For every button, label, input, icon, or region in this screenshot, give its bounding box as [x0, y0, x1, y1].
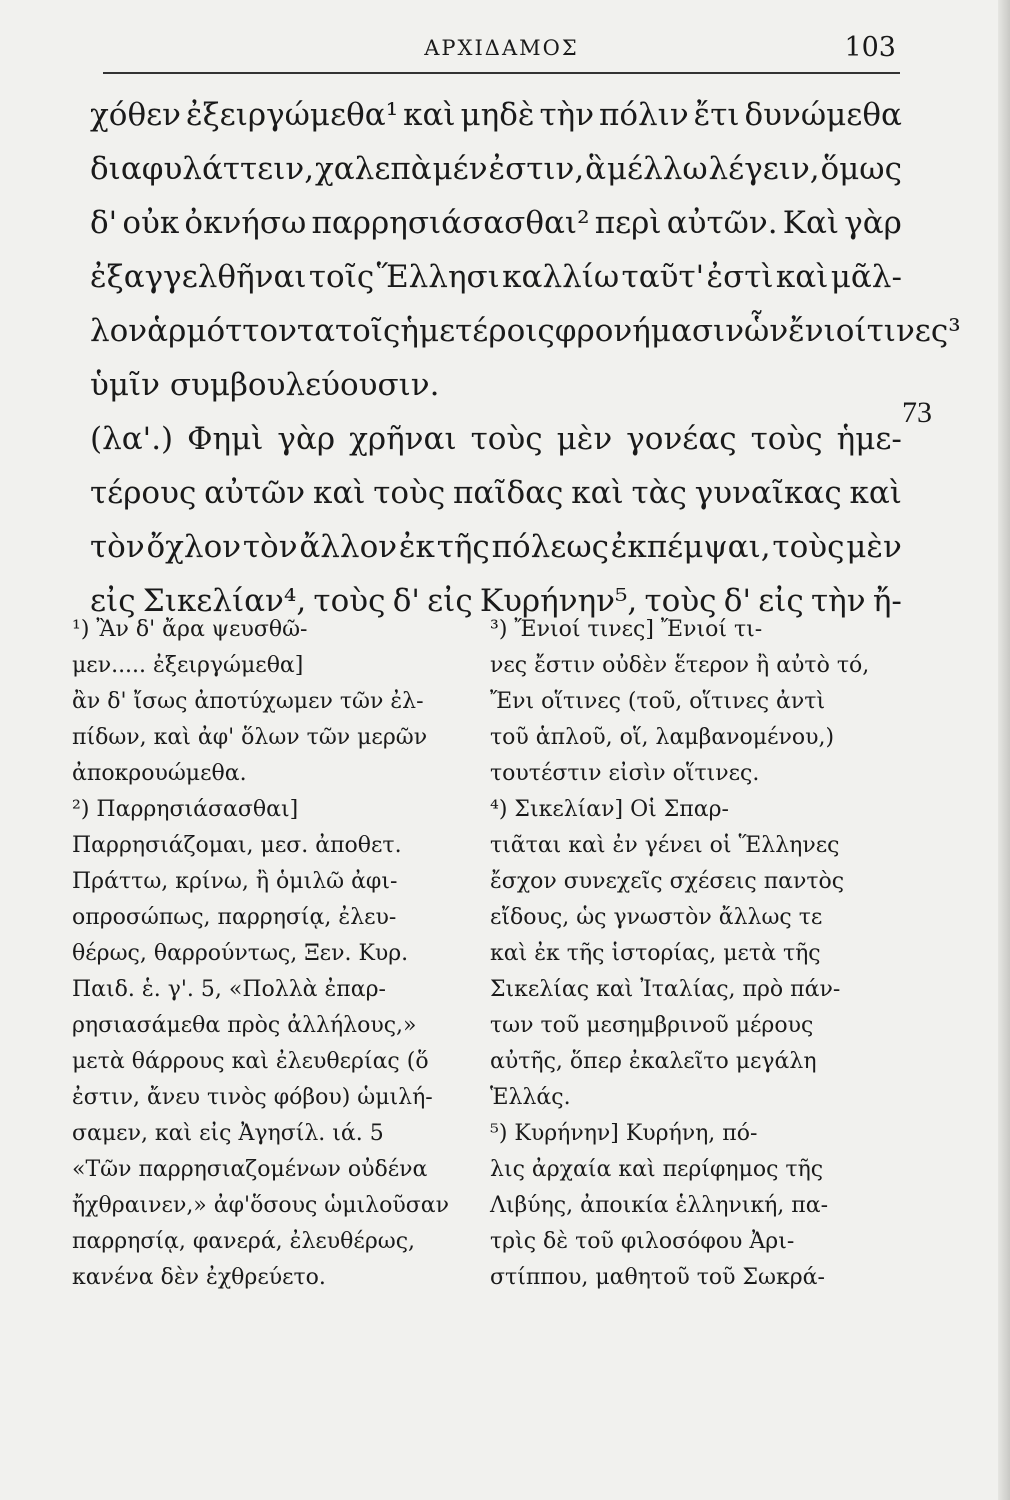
footnote-line: αὐτῆς, ὅπερ ἐκαλεῖτο μεγάλη: [490, 1049, 817, 1074]
text-line: τὸν ὄχλον τὸν ἄλλον ἐκ τῆς πόλεως ἐκπέμψαι, τοὺς μὲν: [90, 529, 902, 565]
footnote-line: Σικελίας καὶ Ἰταλίας, πρὸ πάν-: [490, 977, 841, 1002]
text-line: ὑμῖν συμβουλεύουσιν.: [90, 367, 440, 403]
footnote-line: Ἑλλάς.: [490, 1085, 571, 1110]
footnotes-right-column: [490, 612, 902, 1296]
footnote-line: ρησιασάμεθα πρὸς ἀλλήλους,»: [72, 1013, 417, 1038]
text-line: ἐξαγγελθῆναι τοῖς Ἕλλησι καλλίω ταῦτ' ἐστὶ καὶ μᾶλ-: [90, 259, 902, 295]
footnote-line: ἔσχον συνεχεῖς σχέσεις παντὸς: [490, 869, 845, 894]
footnote-line: οπροσώπως, παρρησίᾳ, ἐλευ-: [72, 905, 397, 930]
footnote-line: κανένα δὲν ἐχθρεύετο.: [72, 1265, 326, 1290]
footnote-line: τουτέστιν εἰσὶν οἵτινες.: [490, 761, 760, 786]
footnote-line: θέρως, θαρρούντως, Ξεν. Κυρ.: [72, 941, 409, 966]
footnote-line: στίππου, μαθητοῦ τοῦ Σωκρά-: [490, 1265, 825, 1290]
footnote-line: λις ἀρχαία καὶ περίφημος τῆς: [490, 1157, 824, 1182]
footnote-line: Ἔνι οἵτινες (τοῦ, οἵτινες ἀντὶ: [490, 689, 826, 714]
page-header: [103, 28, 900, 72]
text-line: λον ἁρμόττοντα τοῖς ἡμετέροις φρονήμασιν ὧν ἔνιοί τινες³: [90, 313, 961, 349]
footnote-line: ἀποκρουώμεθα.: [72, 761, 247, 786]
footnote-line: των τοῦ μεσημβρινοῦ μέρους: [490, 1013, 814, 1038]
header-rule: [103, 72, 900, 74]
footnote-line: «Τῶν παρρησιαζομένων οὐδένα: [72, 1157, 428, 1182]
text-line: εἰς Σικελίαν⁴, τοὺς δ' εἰς Κυρήνην⁵, τοὺς δ' εἰς τὴν ἤ-: [90, 583, 902, 619]
text-line: χόθεν ἐξειργώμεθα¹ καὶ μηδὲ τὴν πόλιν ἔτι δυνώμεθα: [90, 97, 902, 133]
footnote-line: καὶ ἐκ τῆς ἱστορίας, μετὰ τῆς: [490, 941, 821, 966]
footnote-line: ἤχθραινεν,» ἀφ'ὅσους ὡμιλοῦσαν: [72, 1193, 449, 1218]
footnote-line: μεν..... ἐξειργώμεθα]: [72, 653, 304, 678]
footnote-line: ¹) Ἂν δ' ἄρα ψευσθῶ-: [72, 617, 308, 642]
margin-section-number: 73: [902, 396, 932, 429]
footnote-line: Παρρησιάζομαι, μεσ. ἀποθετ.: [72, 833, 402, 858]
footnote-line: πίδων, καὶ ἀφ' ὅλων τῶν μερῶν: [72, 725, 428, 750]
footnote-line: τρὶς δὲ τοῦ φιλοσόφου Ἀρι-: [490, 1229, 795, 1254]
page-number: 103: [844, 32, 896, 63]
footnote-line: παρρησίᾳ, φανερά, ἐλευθέρως,: [72, 1229, 416, 1254]
footnote-line: σαμεν, καὶ εἰς Ἀγησίλ. ιά. 5: [72, 1121, 384, 1146]
footnote-line: ⁴) Σικελίαν] Οἱ Σπαρ-: [490, 797, 729, 822]
footnote-line: νες ἔστιν οὐδὲν ἕτερον ἢ αὐτὸ τό,: [490, 653, 870, 678]
text-line: τέρους αὐτῶν καὶ τοὺς παῖδας καὶ τὰς γυναῖκας καὶ: [90, 475, 902, 511]
text-line: δ' οὐκ ὀκνήσω παρρησιάσασθαι² περὶ αὐτῶν. Καὶ γὰρ: [90, 205, 902, 241]
running-title: ΑΡΧΙΔΑΜΟΣ: [424, 36, 579, 60]
footnote-line: Παιδ. ἑ. γ'. 5, «Πολλὰ ἐπαρ-: [72, 977, 386, 1002]
footnote-line: ²) Παρρησιάσασθαι]: [72, 797, 299, 822]
footnote-line: τοῦ ἁπλοῦ, οἵ, λαμβανομένου,): [490, 725, 835, 750]
footnote-line: ⁵) Κυρήνην] Κυρήνη, πό-: [490, 1121, 758, 1146]
footnote-line: μετὰ θάρρους καὶ ἐλευθερίας (ὅ: [72, 1049, 429, 1074]
footnote-line: ἐστιν, ἄνευ τινὸς φόβου) ὡμιλή-: [72, 1085, 433, 1110]
footnote-line: Λιβύης, ἀποικία ἑλληνική, πα-: [490, 1193, 829, 1218]
text-line: διαφυλάττειν, χαλεπὰ μέν ἐστιν, ἃ μέλλω λέγειν, ὅμως: [90, 151, 902, 187]
footnote-line: εἴδους, ὡς γνωστὸν ἄλλως τε: [490, 905, 823, 930]
footnote-line: τιᾶται καὶ ἐν γένει οἱ Ἕλληνες: [490, 833, 840, 858]
text-line: (λα'.) Φημὶ γὰρ χρῆναι τοὺς μὲν γονέας τοὺς ἡμε-: [90, 421, 902, 457]
scan-edge: [998, 0, 1010, 1500]
footnote-line: ³) Ἔνιοί τινες] Ἔνιοί τι-: [490, 617, 763, 642]
footnote-line: ἂν δ' ἴσως ἀποτύχωμεν τῶν ἐλ-: [72, 689, 424, 714]
footnotes-left-column: [72, 612, 472, 1296]
footnote-line: Πράττω, κρίνω, ἢ ὁμιλῶ ἀφι-: [72, 869, 398, 894]
